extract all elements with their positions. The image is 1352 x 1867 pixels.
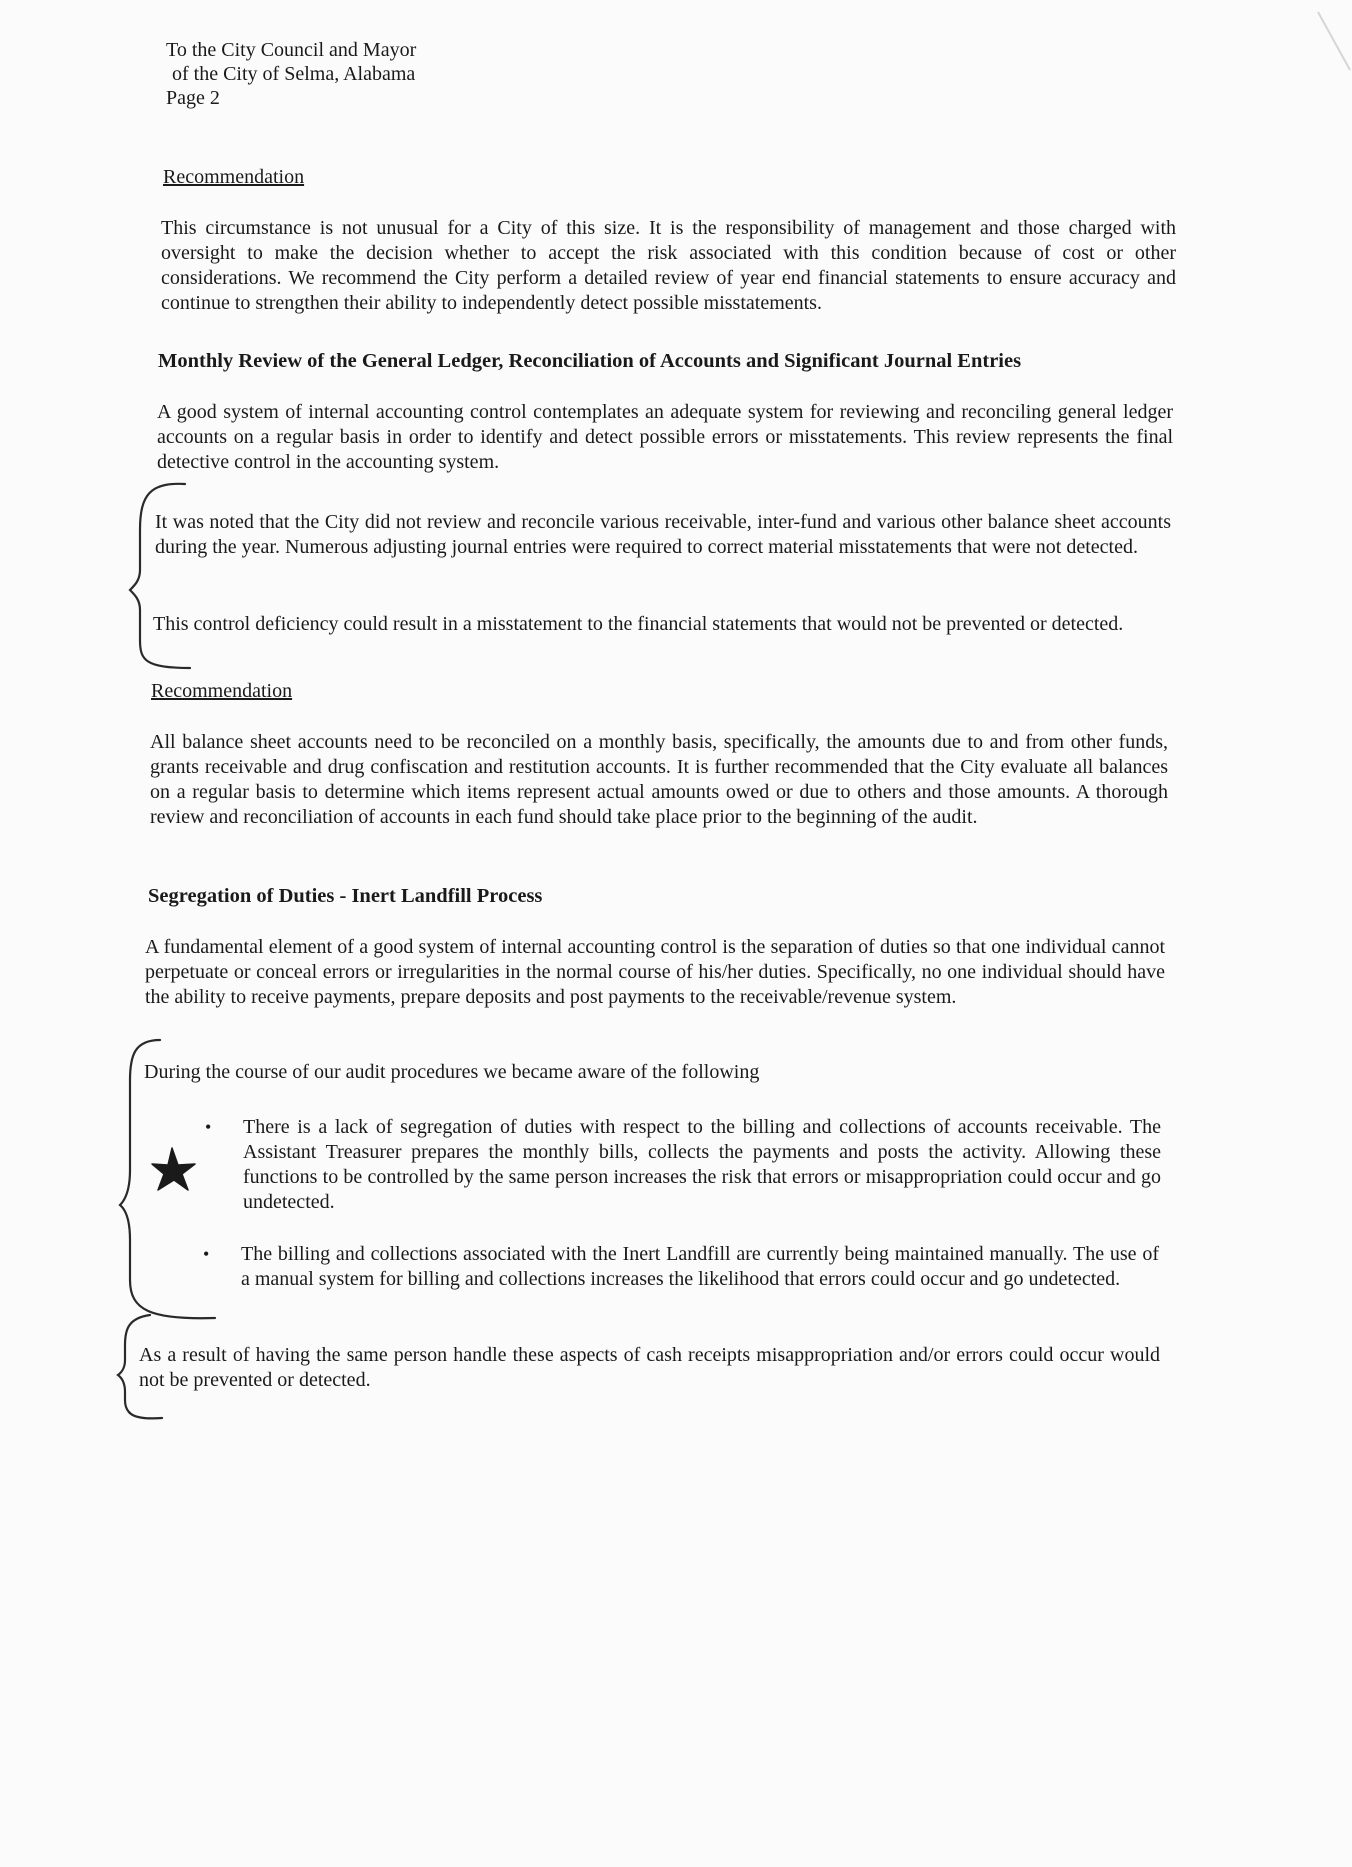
recommendation-paragraph-2: All balance sheet accounts need to be reconciled on a monthly basis, specifically, the amounts due to and from other funds, grants receivable and drug confiscation and restitution accounts. It is further recommended that the City evaluate all balances on a regular basis to determine which items represent actual amounts owed or due to others and those amounts. A thorough review and reconciliation of accounts in each fund should take place prior to the beginning of the audit. [150,731,1168,828]
monthly-review-paragraph-2: It was noted that the City did not review and reconcile various receivable, inter-fund and various other balance sheet accounts during the year. Numerous adjusting journal entries were required to correct material misstatements that were not detected. [155,511,1171,558]
recommendation-heading-2: Recommendation [151,680,293,702]
hand-drawn-star-icon [152,1148,195,1190]
segregation-paragraph-1: A fundamental element of a good system of internal accounting control is the separation of duties so that one individual cannot perpetuate or conceal errors or irregularities in the normal course of his/her duties. Specifically, no one individual should have the ability to receive payments, prepare deposits and post payments to the receivable/revenue system. [145,936,1165,1008]
corner-scan-mark [1318,12,1350,70]
bullet-text-2: The billing and collections associated with the Inert Landfill are currently being maintained manually. The use of a manual system for billing and collections increases the likelihood that errors could occur and go undetected. [241,1243,1159,1290]
header-page-number: Page 2 [166,87,220,109]
monthly-review-paragraph-3: This control deficiency could result in a misstatement to the financial statements that would not be prevented or detected. [153,613,1124,635]
bullet-item-2 [203,1242,1159,1292]
monthly-review-heading: Monthly Review of the General Ledger, Reconciliation of Accounts and Significant Journal Entries [158,350,1022,372]
segregation-paragraph-3: As a result of having the same person handle these aspects of cash receipts misappropriation and/or errors could occur would not be prevented or detected. [139,1344,1160,1391]
monthly-review-paragraph-1: A good system of internal accounting control contemplates an adequate system for reviewing and reconciling general ledger accounts on a regular basis in order to identify and detect possible errors or misstatements. This review represents the final detective control in the accounting system. [157,401,1173,473]
bullet-icon: • [205,1117,212,1137]
segregation-heading: Segregation of Duties - Inert Landfill Process [148,885,543,907]
letter-header [166,38,416,110]
segregation-paragraph-2: During the course of our audit procedures we became aware of the following [144,1061,760,1083]
recommendation-heading-1: Recommendation [163,166,305,188]
bullet-icon: • [203,1244,210,1264]
bullet-item-1 [205,1115,1161,1215]
header-city: of the City of Selma, Alabama [172,63,416,85]
header-addressee: To the City Council and Mayor [166,39,417,61]
recommendation-paragraph-1: This circumstance is not unusual for a City of this size. It is the responsibility of management and those charged with oversight to make the decision whether to accept the risk associated with this condition because of cost or other considerations. We recommend the City perform a detailed review of year end financial statements to ensure accuracy and continue to strengthen their ability to independently detect possible misstatements. [161,217,1176,314]
bullet-text-1: There is a lack of segregation of duties with respect to the billing and collections of accounts receivable. The Assistant Treasurer prepares the monthly bills, collects the payments and posts the activity. Allowing these functions to be controlled by the same person increases the risk that errors or misappropriation could occur and go undetected. [243,1116,1161,1213]
